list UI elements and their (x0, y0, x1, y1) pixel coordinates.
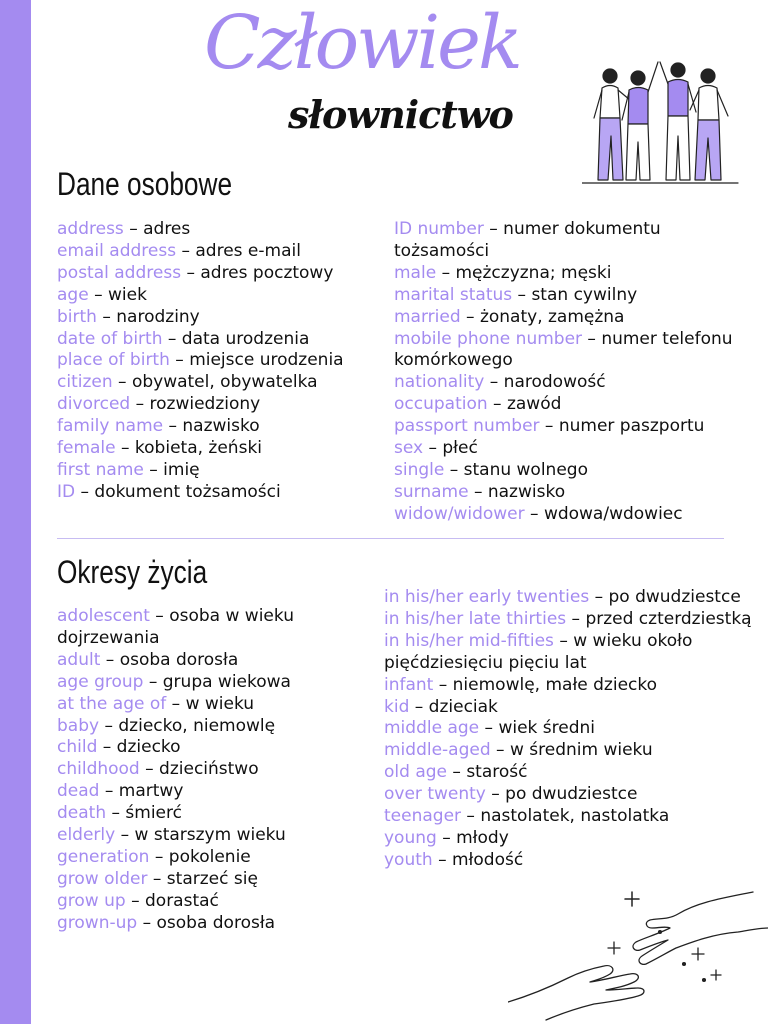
vocab-entry (57, 825, 325, 847)
vocab-translation: wdowa/wdowiec (543, 503, 683, 524)
vocab-translation: mężczyzna; męski (455, 262, 612, 283)
vocab-translation: nastolatek, nastolatka (480, 806, 670, 827)
vocab-entry (57, 606, 325, 650)
vocab-term: child (57, 737, 98, 758)
vocab-term: adolescent (57, 606, 150, 626)
vocab-translation: osoba dorosła (156, 912, 276, 933)
vocab-entry (57, 372, 377, 394)
vocab-translation: adres e-mail (195, 240, 301, 261)
vocab-separator: – (433, 674, 453, 695)
vocab-separator: – (436, 827, 457, 848)
vocab-entry (57, 394, 377, 416)
vocab-separator: – (423, 438, 443, 459)
vocab-term: address (57, 219, 124, 239)
vocab-separator: – (125, 890, 145, 911)
vocab-list-personal-data-right (394, 219, 754, 526)
vocab-translation: stanu wolnego (463, 459, 588, 480)
vocab-separator: – (162, 328, 182, 349)
vocab-translation: dokument tożsamości (94, 481, 281, 502)
vocab-term: date of birth (57, 328, 163, 349)
vocab-entry (384, 631, 756, 675)
vocab-entry (384, 784, 756, 806)
vocab-translation: dzieciństwo (159, 759, 259, 780)
vocab-separator: – (512, 284, 532, 305)
vocab-translation: zawód (506, 394, 562, 415)
vocab-entry (57, 913, 325, 935)
vocab-separator: – (566, 608, 586, 629)
vocab-translation: wiek średni (498, 718, 595, 739)
vocab-separator: – (444, 459, 464, 480)
vocab-separator: – (99, 715, 119, 736)
vocab-list-life-stages-left (57, 606, 325, 935)
vocab-entry (57, 759, 325, 781)
vocab-entry (394, 372, 754, 394)
vocab-separator: – (553, 630, 574, 651)
vocab-term: death (57, 803, 107, 824)
vocab-term: age (57, 284, 89, 305)
vocab-term: marital status (394, 284, 513, 305)
vocab-term: age group (57, 671, 144, 692)
vocab-entry (394, 438, 754, 460)
vocab-separator: – (137, 912, 157, 933)
vocab-term: infant (384, 674, 434, 695)
vocab-translation: żonaty, zamężna (479, 306, 625, 327)
vocab-term: elderly (57, 825, 116, 846)
vocab-separator: – (130, 394, 150, 415)
vocab-translation: stan cywilny (531, 284, 638, 305)
vocab-translation: imię (163, 459, 200, 480)
vocab-term: married (394, 306, 461, 327)
reaching-hands-icon (508, 884, 768, 1024)
vocab-translation: niemowlę, małe dziecko (452, 674, 658, 695)
vocab-term: postal address (57, 262, 182, 283)
vocab-term: middle-aged (384, 740, 491, 761)
vocab-translation: osoba dorosła (119, 649, 239, 670)
vocab-separator: – (75, 481, 95, 502)
vocab-separator: – (524, 503, 544, 524)
vocab-translation: nazwisko (487, 481, 566, 502)
vocab-entry (384, 762, 756, 784)
vocab-term: adult (57, 649, 101, 670)
vocab-term: divorced (57, 394, 131, 415)
vocab-entry (57, 781, 325, 803)
vocab-term: dead (57, 781, 100, 802)
vocab-translation: dorastać (145, 890, 219, 911)
vocab-separator: – (115, 438, 135, 459)
vocab-translation: pokolenie (168, 846, 251, 867)
vocab-entry (394, 460, 754, 482)
vocab-entry (394, 394, 754, 416)
vocab-separator: – (147, 868, 167, 889)
vocab-separator: – (166, 693, 186, 714)
vocab-separator: – (582, 328, 602, 349)
vocab-translation: rozwiedziony (149, 394, 261, 415)
vocab-term: in his/her mid-fifties (384, 630, 554, 651)
vocab-entry (57, 416, 377, 438)
vocab-separator: – (112, 372, 132, 393)
vocab-translation: płeć (442, 438, 478, 459)
vocab-entry (57, 737, 325, 759)
vocab-entry (394, 329, 754, 373)
vocab-term: youth (384, 849, 433, 870)
vocab-term: grow older (57, 868, 148, 889)
vocab-term: ID (57, 481, 76, 502)
vocab-term: birth (57, 306, 97, 327)
left-accent-bar (0, 0, 31, 1024)
vocab-translation: w wieku około pięćdziesięciu pięciu lat (384, 630, 693, 673)
vocab-entry (57, 350, 377, 372)
vocab-translation: obywatel, obywatelka (131, 372, 318, 393)
vocab-term: male (394, 262, 437, 283)
vocab-separator: – (96, 306, 117, 327)
vocab-translation: wiek (107, 284, 147, 305)
vocab-separator: – (409, 696, 429, 717)
vocab-separator: – (97, 737, 117, 758)
vocab-entry (57, 482, 377, 504)
vocab-separator: – (143, 671, 163, 692)
vocab-separator: – (99, 781, 119, 802)
vocab-entry (384, 609, 756, 631)
vocab-separator: – (181, 262, 201, 283)
vocab-translation: młodość (452, 849, 524, 870)
vocab-term: old age (384, 762, 447, 783)
vocab-term: mobile phone number (394, 328, 583, 349)
vocab-term: generation (57, 846, 150, 867)
vocab-entry (57, 694, 325, 716)
vocab-translation: dziecko (116, 737, 181, 758)
vocab-separator: – (163, 416, 183, 437)
vocab-separator: – (176, 240, 196, 261)
section-divider (57, 538, 724, 539)
vocab-translation: data urodzenia (181, 328, 310, 349)
vocab-term: sex (394, 438, 424, 459)
vocab-translation: narodowość (503, 372, 606, 393)
vocab-separator: – (436, 262, 456, 283)
vocab-separator: – (169, 350, 190, 371)
vocab-term: in his/her late thirties (384, 608, 567, 629)
vocab-separator: – (487, 394, 507, 415)
vocab-separator: – (100, 649, 120, 670)
vocab-term: baby (57, 715, 100, 736)
vocab-list-personal-data-left (57, 219, 377, 504)
vocab-separator: – (490, 740, 510, 761)
vocab-translation: numer telefonu komórkowego (394, 328, 733, 371)
vocab-separator: – (432, 849, 452, 870)
vocab-entry (384, 587, 756, 609)
vocab-term: grow up (57, 890, 126, 911)
page-subtitle: słownictwo (288, 92, 513, 137)
vocab-term: young (384, 827, 437, 848)
vocab-term: first name (57, 459, 144, 480)
vocab-translation: starość (466, 762, 528, 783)
vocab-entry (394, 504, 754, 526)
vocab-entry (57, 263, 377, 285)
vocab-translation: po dwudziestce (608, 587, 741, 607)
vocab-translation: numer dokumentu tożsamości (394, 219, 661, 261)
vocab-entry (57, 672, 325, 694)
vocab-term: in his/her early twenties (384, 587, 590, 607)
vocab-term: single (394, 459, 445, 480)
vocab-list-life-stages-right (384, 587, 756, 872)
vocab-term: family name (57, 416, 164, 437)
vocab-entry (57, 869, 325, 891)
vocab-translation: kobieta, żeński (134, 438, 263, 459)
vocab-translation: numer paszportu (558, 416, 705, 437)
vocab-term: middle age (384, 718, 480, 739)
vocab-entry (384, 850, 756, 872)
vocab-separator: – (484, 372, 504, 393)
vocab-entry (394, 263, 754, 285)
vocab-translation: po dwudziestce (505, 784, 638, 805)
vocab-term: widow/widower (394, 503, 525, 524)
vocab-term: teenager (384, 806, 462, 827)
vocab-translation: nazwisko (182, 416, 260, 437)
vocab-entry (384, 806, 756, 828)
vocab-term: ID number (394, 219, 484, 239)
vocab-entry (57, 716, 325, 738)
vocab-entry (384, 697, 756, 719)
vocab-translation: dzieciak (428, 696, 498, 717)
vocab-entry (384, 718, 756, 740)
vocab-separator: – (485, 784, 506, 805)
section-heading-personal-data: Dane osobowe (57, 166, 233, 202)
vocab-term: nationality (394, 372, 485, 393)
vocab-separator: – (149, 606, 170, 626)
vocab-translation: miejsce urodzenia (189, 350, 344, 371)
vocab-term: email address (57, 240, 177, 261)
vocab-entry (57, 329, 377, 351)
vocab-separator: – (483, 219, 504, 239)
vocab-term: grown-up (57, 912, 138, 933)
vocab-entry (384, 675, 756, 697)
vocab-separator: – (149, 846, 169, 867)
page-title: Człowiek (204, 0, 520, 86)
vocab-separator: – (88, 284, 108, 305)
vocab-term: kid (384, 696, 410, 717)
vocab-separator: – (139, 759, 160, 780)
vocab-translation: adres pocztowy (200, 262, 334, 283)
vocab-term: female (57, 438, 116, 459)
vocab-entry (394, 307, 754, 329)
vocab-entry (394, 482, 754, 504)
vocab-translation: grupa wiekowa (162, 671, 291, 692)
vocab-entry (394, 285, 754, 307)
vocab-translation: w średnim wieku (509, 740, 653, 761)
vocab-translation: przed czterdziestką (585, 608, 752, 629)
vocab-separator: – (539, 416, 559, 437)
vocab-term: citizen (57, 372, 113, 393)
vocab-entry (384, 740, 756, 762)
vocab-translation: martwy (118, 781, 184, 802)
vocab-translation: osoba w wieku dojrzewania (57, 606, 294, 648)
vocab-term: childhood (57, 759, 140, 780)
vocab-translation: młody (456, 827, 509, 848)
vocab-entry (57, 285, 377, 307)
vocab-entry (57, 219, 377, 241)
vocab-separator: – (447, 762, 467, 783)
vocab-term: at the age of (57, 693, 167, 714)
vocab-entry (57, 803, 325, 825)
vocab-term: over twenty (384, 784, 486, 805)
vocab-separator: – (461, 806, 481, 827)
vocab-translation: adres (143, 219, 191, 239)
vocab-translation: w starszym wieku (134, 825, 286, 846)
vocab-entry (394, 219, 754, 263)
vocab-translation: dziecko, niemowlę (118, 715, 276, 736)
vocab-translation: narodziny (116, 306, 200, 327)
vocab-separator: – (106, 803, 126, 824)
vocab-term: place of birth (57, 350, 170, 371)
vocab-separator: – (468, 481, 488, 502)
section-heading-life-stages: Okresy życia (57, 554, 208, 590)
vocab-separator: – (143, 459, 164, 480)
vocab-translation: śmierć (125, 803, 182, 824)
vocab-translation: starzeć się (166, 868, 258, 889)
vocab-entry (57, 438, 377, 460)
vocab-separator: – (460, 306, 480, 327)
vocab-separator: – (123, 219, 144, 239)
vocab-separator: – (115, 825, 135, 846)
vocab-entry (394, 416, 754, 438)
vocab-entry (57, 650, 325, 672)
vocab-separator: – (479, 718, 499, 739)
vocab-entry (384, 828, 756, 850)
vocab-entry (57, 307, 377, 329)
vocab-translation: w wieku (185, 693, 255, 714)
vocab-term: occupation (394, 394, 488, 415)
vocab-entry (57, 241, 377, 263)
vocab-term: surname (394, 481, 469, 502)
vocab-separator: – (589, 587, 609, 607)
vocab-entry (57, 460, 377, 482)
vocab-entry (57, 891, 325, 913)
vocab-term: passport number (394, 416, 540, 437)
people-high-five-icon (582, 56, 742, 188)
vocab-entry (57, 847, 325, 869)
